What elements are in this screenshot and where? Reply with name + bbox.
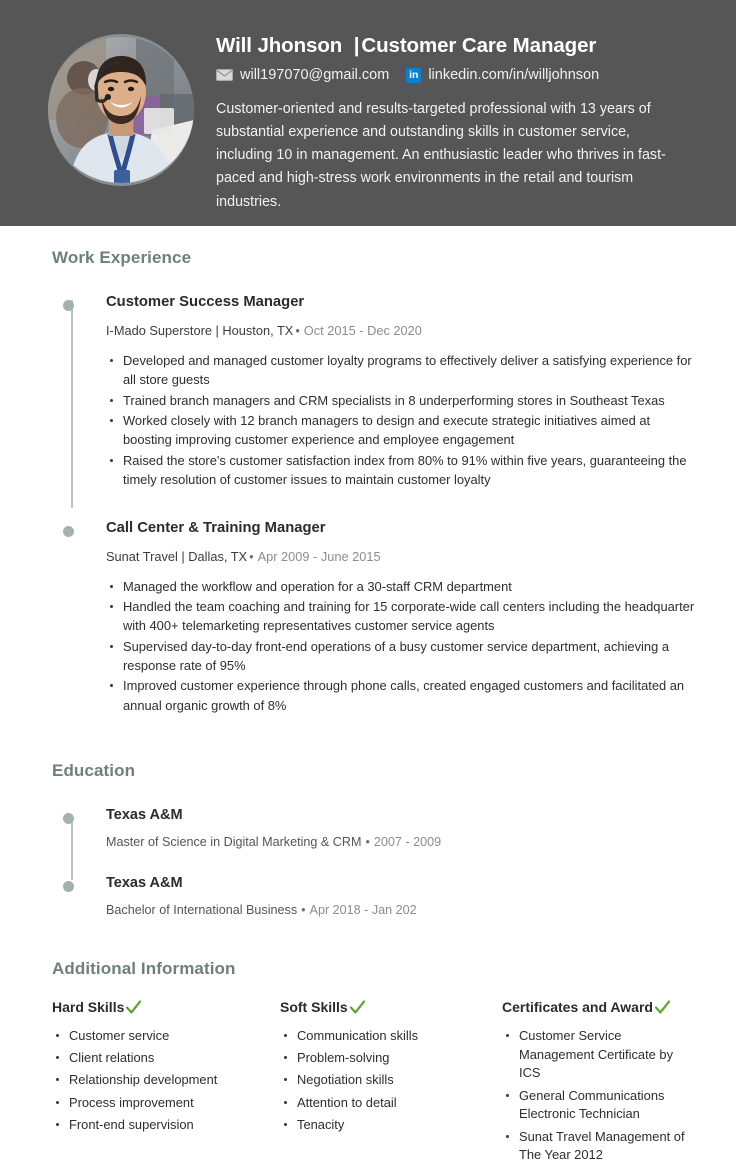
skills-list [280,1027,502,1135]
avatar [48,34,194,186]
candidate-name: Will Jhonson [216,34,348,57]
timeline-dot [63,813,74,824]
section-title-work-experience: Work Experience [52,248,192,267]
job-dates: Oct 2015 - Dec 2020 [303,323,422,338]
list-item: Customer Service Management Certificate by ICS [502,1027,696,1083]
list-item: General Communications Electronic Technician [502,1087,696,1124]
job-dates: Apr 2009 - June 2015 [257,548,381,564]
skills-heading-label: Hard Skills [52,999,125,1016]
title-separator: | [353,34,360,57]
page-title [216,34,696,58]
school-name: Texas A&M [106,875,183,892]
resume-header [0,0,736,226]
linkedin-glyph: in [409,68,419,81]
section-work-experience [52,248,696,715]
work-entry [106,294,696,490]
list-item: Supervised day-to-day front-end operations of a busy customer service department, achieving a response rate of 95% [106,637,696,676]
email-text: will197070@gmail.com [240,67,390,83]
work-timeline [52,294,696,715]
meta-separator: • [365,835,370,850]
list-item: Communication skills [280,1027,502,1046]
certificates-list [502,1027,696,1165]
skills-heading [52,999,280,1015]
skills-column-hard [52,999,280,1168]
section-title-additional-information: Additional Information [52,959,236,979]
skills-heading-label: Certificates and Award [502,999,653,1016]
list-item: Raised the store's customer satisfaction index from 80% to 91% within five years, guaranteeing the timely resolution of customer issues to maintain customer loyalty [106,451,696,490]
meta-separator: • [301,903,306,918]
education-entry [106,875,696,917]
list-item: Process improvement [52,1094,280,1113]
timeline-dot [63,526,74,537]
job-bullets [106,577,696,716]
header-text [216,28,696,214]
school-name: Texas A&M [106,807,183,824]
candidate-job-title: Customer Care Manager [361,34,597,57]
contact-row [216,67,696,83]
education-meta [106,903,696,917]
skills-list [52,1027,280,1135]
degree-name: Master of Science in Digital Marketing & CRM [106,835,362,850]
skills-heading [502,999,696,1015]
list-item: Developed and managed customer loyalty programs to effectively deliver a satisfying experience for all store guests [106,351,696,390]
timeline-line [71,817,73,880]
work-entry [106,520,696,716]
education-entry [106,807,696,849]
linkedin-text: linkedin.com/in/willjohnson [428,67,600,83]
list-item: Front-end supervision [52,1116,280,1135]
job-company: Sunat Travel | Dallas, TX [106,548,248,564]
profile-summary: Customer-oriented and results-targeted professional with 13 years of substantial experience and outstanding skills in customer service, including 10 in management. An enthusiastic leader who thrives in fast-paced and high-stress work environments in the retail and tourism industries. [216,101,666,210]
list-item: Problem-solving [280,1049,502,1068]
education-timeline [52,807,696,917]
section-education [52,761,696,917]
meta-separator: • [249,548,254,564]
list-item: Managed the workflow and operation for a 30-staff CRM department [106,577,696,596]
list-item: Client relations [52,1049,280,1068]
job-role: Customer Success Manager [106,294,305,310]
list-item: Negotiation skills [280,1071,502,1090]
meta-separator: • [295,323,300,338]
degree-name: Bachelor of International Business [106,903,298,918]
envelope-icon [216,69,233,81]
list-item: Handled the team coaching and training for 15 corporate-wide call centers including the headquarter with 400+ telemarketing representatives customer service agents [106,597,696,636]
list-item: Tenacity [280,1116,502,1135]
resume-body [0,248,736,1168]
job-meta [106,323,696,338]
green-check-icon [349,1000,366,1015]
list-item: Worked closely with 12 branch managers to design and execute strategic initiatives aimed at boosting improving customer experience and employee engagement [106,411,696,450]
linkedin-contact[interactable] [406,67,599,83]
timeline-dot [63,300,74,311]
skills-heading [280,999,502,1015]
job-company: I-Mado Superstore | Houston, TX [106,323,294,338]
skills-column-soft [280,999,502,1168]
list-item: Improved customer experience through phone calls, created engaged customers and facilitated an annual organic growth of 8% [106,676,696,715]
skills-heading-label: Soft Skills [280,999,348,1016]
green-check-icon [654,1000,671,1015]
section-title-education: Education [52,761,136,781]
list-item: Trained branch managers and CRM specialists in 8 underperforming stores in Southeast Texas [106,391,696,410]
email-contact[interactable] [216,67,389,83]
profile-photo-icon [48,34,194,186]
list-item: Sunat Travel Management of The Year 2012 [502,1128,696,1165]
education-dates: 2007 - 2009 [373,835,442,850]
list-item: Customer service [52,1027,280,1046]
timeline-line [71,300,73,508]
linkedin-icon [406,68,421,83]
green-check-icon [125,1000,142,1015]
section-additional-information [52,959,696,1168]
timeline-dot [63,881,74,892]
education-meta [106,835,696,849]
job-role: Call Center & Training Manager [106,519,326,536]
education-dates: Apr 2018 - Jan 202 [309,903,417,918]
job-meta [106,549,696,564]
skills-column-certificates [502,999,696,1168]
job-bullets [106,351,696,490]
list-item: Attention to detail [280,1094,502,1113]
list-item: Relationship development [52,1071,280,1090]
skills-grid [52,999,696,1168]
